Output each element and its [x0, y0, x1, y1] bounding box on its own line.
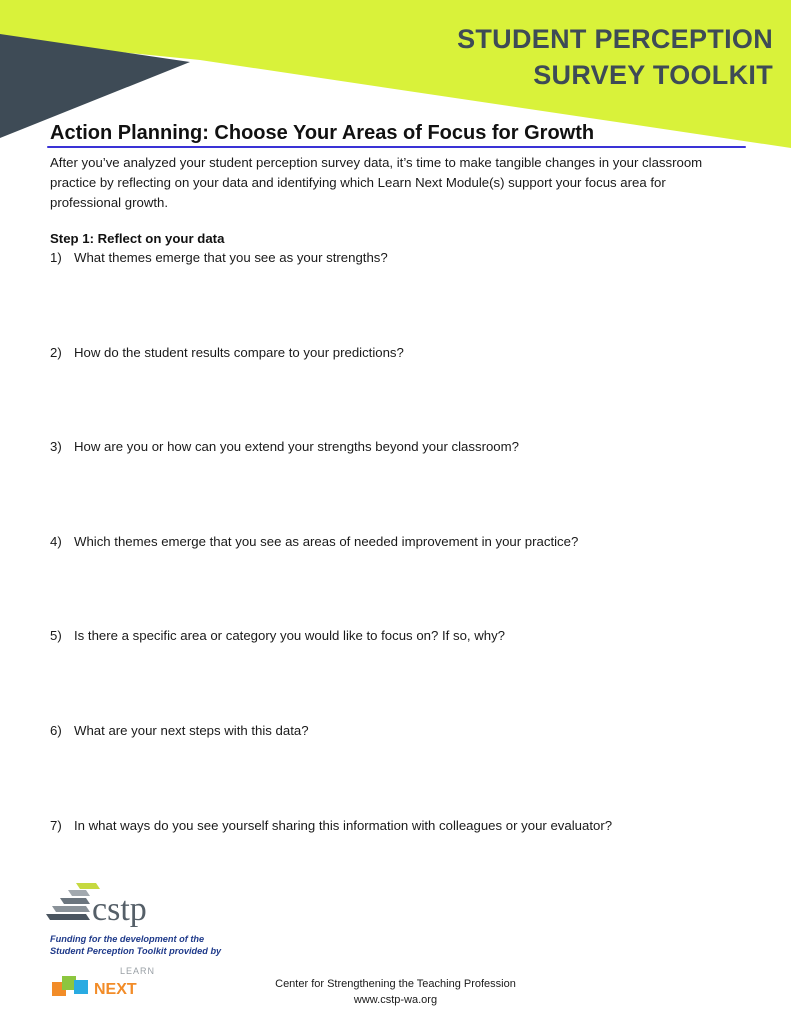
- question-text: How are you or how can you extend your strengths beyond your classroom?: [74, 439, 519, 454]
- page-title: Action Planning: Choose Your Areas of Focus for Growth: [50, 122, 595, 144]
- question-7: [50, 817, 612, 835]
- question-text: In what ways do you see yourself sharing this information with colleagues or your evaluator?: [74, 818, 613, 833]
- question-text: What themes emerge that you see as your strengths?: [74, 250, 388, 265]
- toolkit-title-line1: STUDENT PERCEPTION: [457, 24, 773, 54]
- funding-credit: [50, 933, 221, 957]
- question-number: 7): [50, 818, 62, 833]
- learn-text: LEARN: [120, 966, 156, 976]
- step-title: Step 1: Reflect on your data: [50, 231, 225, 246]
- question-number: 1): [50, 250, 62, 265]
- footer-url[interactable]: www.cstp-wa.org: [353, 994, 438, 1006]
- funding-line1: Funding for the development of the: [50, 934, 205, 944]
- question-number: 6): [50, 723, 62, 738]
- footer: [0, 976, 791, 1008]
- question-5: [50, 627, 505, 645]
- intro-paragraph: After you’ve analyzed your student perception survey data, it’s time to make tangible changes in your classroom practice by reflecting on your data and identifying which Learn Next Module(s) support your focus area for professional growth.: [50, 155, 703, 210]
- question-1: [50, 249, 388, 267]
- question-number: 5): [50, 628, 62, 643]
- question-4: [50, 533, 578, 551]
- question-text: Which themes emerge that you see as areas of needed improvement in your practice?: [74, 534, 579, 549]
- question-2: [50, 344, 404, 362]
- question-text: Is there a specific area or category you would like to focus on? If so, why?: [74, 628, 506, 643]
- question-text: What are your next steps with this data?: [74, 723, 309, 738]
- next-text: NEXT: [94, 981, 137, 998]
- question-6: [50, 722, 309, 740]
- question-number: 2): [50, 345, 62, 360]
- cstp-logo: [46, 880, 176, 932]
- question-text: How do the student results compare to your predictions?: [74, 345, 404, 360]
- question-number: 4): [50, 534, 62, 549]
- footer-org-name: Center for Strengthening the Teaching Profession: [275, 978, 516, 990]
- question-3: [50, 438, 519, 456]
- funding-line2: Student Perception Toolkit provided by: [50, 946, 222, 956]
- toolkit-title-line2: SURVEY TOOLKIT: [533, 60, 773, 90]
- question-number: 3): [50, 439, 62, 454]
- cstp-logo-text: cstp: [92, 891, 147, 928]
- title-underline: [47, 146, 746, 148]
